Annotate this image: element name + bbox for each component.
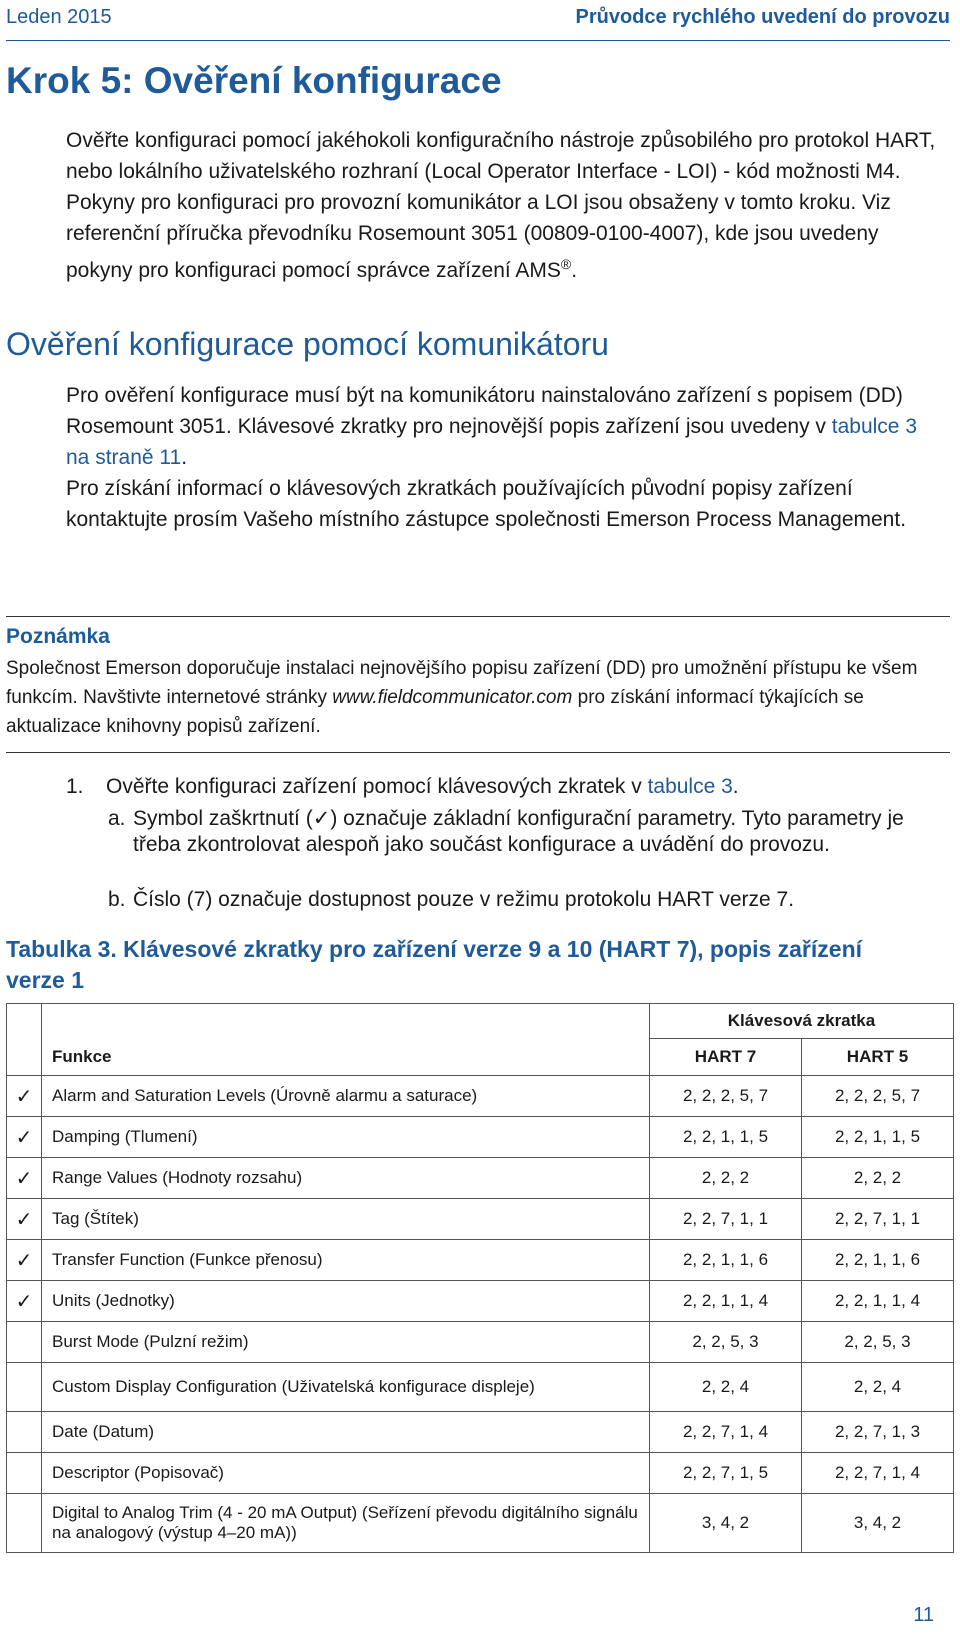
function-cell: Date (Datum) xyxy=(42,1412,650,1453)
check-cell xyxy=(7,1453,42,1494)
table-3-link[interactable]: tabulce 3 na straně 11 xyxy=(66,415,917,469)
hart7-cell: 2, 2, 1, 1, 6 xyxy=(650,1240,802,1281)
shortcut-table xyxy=(6,1003,954,1553)
checkmark-icon: ✓ xyxy=(7,1199,42,1240)
header-date: Leden 2015 xyxy=(6,6,112,28)
hart5-cell: 2, 2, 2 xyxy=(802,1158,954,1199)
hart7-cell: 2, 2, 7, 1, 5 xyxy=(650,1453,802,1494)
hart7-cell: 2, 2, 2 xyxy=(650,1158,802,1199)
check-cell xyxy=(7,1494,42,1553)
fieldcommunicator-link[interactable]: www.fieldcommunicator.com xyxy=(332,687,573,708)
col-header-hart7: HART 7 xyxy=(650,1039,802,1076)
function-cell: Damping (Tlumení) xyxy=(42,1117,650,1158)
function-cell: Range Values (Hodnoty rozsahu) xyxy=(42,1158,650,1199)
table-row xyxy=(7,1494,954,1553)
function-cell: Units (Jednotky) xyxy=(42,1281,650,1322)
col-header-hart5: HART 5 xyxy=(802,1039,954,1076)
tabulce-3-link[interactable]: tabulce 3 xyxy=(647,775,733,798)
hart5-cell: 2, 2, 2, 5, 7 xyxy=(802,1076,954,1117)
table-row xyxy=(7,1363,954,1412)
check-cell xyxy=(7,1412,42,1453)
hart5-cell: 3, 4, 2 xyxy=(802,1494,954,1553)
function-cell: Descriptor (Popisovač) xyxy=(42,1453,650,1494)
hart5-cell: 2, 2, 7, 1, 4 xyxy=(802,1453,954,1494)
hart5-cell: 2, 2, 1, 1, 5 xyxy=(802,1117,954,1158)
check-cell xyxy=(7,1363,42,1412)
table-title: Tabulka 3. Klávesové zkratky pro zařízení verze 9 a 10 (HART 7), popis zařízení verze 1 xyxy=(6,936,863,993)
step-1b: b. Číslo (7) označuje dostupnost pouze v režimu protokolu HART verze 7. xyxy=(108,888,795,911)
step-1a: a. Symbol zaškrtnutí (✓) označuje základní konfigurační parametry. Tyto parametry je třeba zkontrolovat alespoň jako součást konfigurace a uvádění do provozu. xyxy=(108,807,904,856)
function-cell: Custom Display Configuration (Uživatelská konfigurace displeje) xyxy=(42,1363,650,1412)
note-bottom-rule xyxy=(6,752,950,753)
hart7-cell: 2, 2, 1, 1, 4 xyxy=(650,1281,802,1322)
table-row xyxy=(7,1322,954,1363)
step-1: 1. Ověřte konfiguraci zařízení pomocí klávesových zkratek v tabulce 3. xyxy=(66,775,739,798)
note-text: Společnost Emerson doporučuje instalaci nejnovějšího popisu zařízení (DD) pro umožnění přístupu ke všem funkcím. Navštivte internetové stránky www.fieldcommunicator.com pro získání informací týkajících se aktualizace knihovny popisů zařízení. xyxy=(6,658,918,737)
table-row xyxy=(7,1076,954,1117)
hart7-cell: 2, 2, 4 xyxy=(650,1363,802,1412)
intro-paragraph: Ověřte konfiguraci pomocí jakéhokoli konfiguračního nástroje způsobilého pro protokol HART, nebo lokálního uživatelského rozhraní (Local Operator Interface - LOI) - kód možnosti M4. Pokyny pro konfiguraci pro provozní komunikátor a LOI jsou obsaženy v tomto kroku. Viz referenční příručka převodníku Rosemount 3051 (00809-0100-4007), kde jsou uvedeny pokyny pro konfiguraci pomocí správce zařízení AMS®. xyxy=(66,129,936,282)
hart5-cell: 2, 2, 7, 1, 1 xyxy=(802,1199,954,1240)
header-guide-title: Průvodce rychlého uvedení do provozu xyxy=(575,6,950,28)
table-row xyxy=(7,1453,954,1494)
hart7-cell: 2, 2, 1, 1, 5 xyxy=(650,1117,802,1158)
function-cell: Tag (Štítek) xyxy=(42,1199,650,1240)
table-row xyxy=(7,1158,954,1199)
hart5-cell: 2, 2, 7, 1, 3 xyxy=(802,1412,954,1453)
table-row xyxy=(7,1281,954,1322)
section-subheading: Ověření konfigurace pomocí komunikátoru xyxy=(6,326,609,362)
hart7-cell: 2, 2, 5, 3 xyxy=(650,1322,802,1363)
function-cell: Alarm and Saturation Levels (Úrovně alarmu a saturace) xyxy=(42,1076,650,1117)
hart5-cell: 2, 2, 1, 1, 4 xyxy=(802,1281,954,1322)
hart7-cell: 2, 2, 2, 5, 7 xyxy=(650,1076,802,1117)
hart7-cell: 2, 2, 7, 1, 1 xyxy=(650,1199,802,1240)
checkmark-icon: ✓ xyxy=(7,1240,42,1281)
table-row xyxy=(7,1412,954,1453)
hart5-cell: 2, 2, 1, 1, 6 xyxy=(802,1240,954,1281)
hart5-cell: 2, 2, 4 xyxy=(802,1363,954,1412)
checkmark-icon: ✓ xyxy=(7,1158,42,1199)
hart7-cell: 2, 2, 7, 1, 4 xyxy=(650,1412,802,1453)
note-top-rule xyxy=(6,616,950,617)
function-cell: Burst Mode (Pulzní režim) xyxy=(42,1322,650,1363)
checkmark-icon: ✓ xyxy=(7,1117,42,1158)
table-row xyxy=(7,1117,954,1158)
communicator-paragraph-2: Pro získání informací o klávesových zkratkách používajících původní popisy zařízení kontaktujte prosím Vašeho místního zástupce společnosti Emerson Process Management. xyxy=(66,477,907,531)
note-title: Poznámka xyxy=(6,625,110,648)
checkmark-icon: ✓ xyxy=(7,1076,42,1117)
checkmark-icon: ✓ xyxy=(7,1281,42,1322)
header-divider xyxy=(6,40,950,41)
col-header-function: Funkce xyxy=(42,1039,650,1076)
communicator-paragraph-1: Pro ověření konfigurace musí být na komunikátoru nainstalováno zařízení s popisem (DD) Rosemount 3051. Klávesové zkratky pro nejnovější popis zařízení jsou uvedeny v tabulce 3 na straně 11. xyxy=(66,384,917,469)
shortcut-group-header: Klávesová zkratka xyxy=(650,1004,954,1039)
hart5-cell: 2, 2, 5, 3 xyxy=(802,1322,954,1363)
hart7-cell: 3, 4, 2 xyxy=(650,1494,802,1553)
page-number: 11 xyxy=(913,1604,934,1626)
function-cell: Digital to Analog Trim (4 - 20 mA Output) (Seřízení převodu digitálního signálu na analogový (výstup 4–20 mA)) xyxy=(42,1494,650,1553)
check-cell xyxy=(7,1322,42,1363)
table-row xyxy=(7,1199,954,1240)
page-heading: Krok 5: Ověření konfigurace xyxy=(6,60,502,101)
function-cell: Transfer Function (Funkce přenosu) xyxy=(42,1240,650,1281)
table-row xyxy=(7,1240,954,1281)
